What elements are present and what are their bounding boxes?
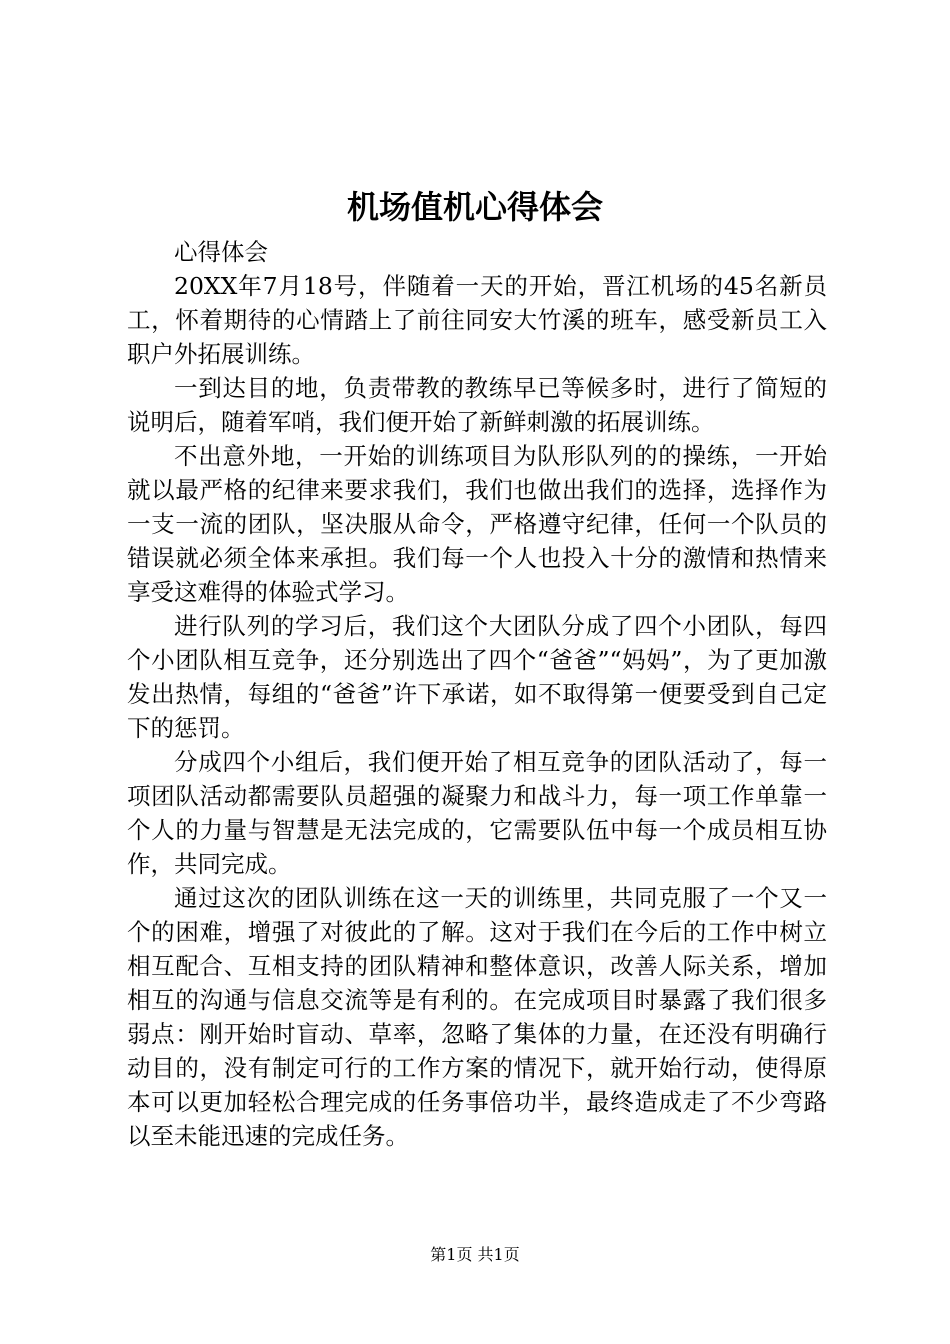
paragraph: 一到达目的地，负责带教的教练早已等候多时，进行了简短的说明后，随着军哨，我们便开始了新鲜刺激的拓展训练。 [127,374,827,436]
paragraph: 分成四个小组后，我们便开始了相互竞争的团队活动了，每一项团队活动都需要队员超强的凝聚力和战斗力，每一项工作单靠一个人的力量与智慧是无法完成的，它需要队伍中每一个成员相互协作，共同完成。 [127,748,827,878]
paragraph: 进行队列的学习后，我们这个大团队分成了四个小团队，每四个小团队相互竞争，还分别选出了四个“爸爸”“妈妈”，为了更加激发出热情，每组的“爸爸”许下承诺，如不取得第一便要受到自己定下的惩罚。 [127,612,827,742]
paragraph: 心得体会 [174,238,268,266]
paragraph: 20XX年7月18号，伴随着一天的开始，晋江机场的45名新员工，怀着期待的心情踏上了前往同安大竹溪的班车，感受新员工入职户外拓展训练。 [127,272,827,368]
page-number-footer: 第1页 共1页 [430,1245,520,1264]
paragraph: 通过这次的团队训练在这一天的训练里，共同克服了一个又一个的困难，增强了对彼此的了解。这对于我们在今后的工作中树立相互配合、互相支持的团队精神和整体意识，改善人际关系，增加相互的沟通与信息交流等是有利的。在完成项目时暴露了我们很多弱点：刚开始时盲动、草率，忽略了集体的力量，在还没有明确行动目的，没有制定可行的工作方案的情况下，就开始行动，使得原本可以更加轻松合理完成的任务事倍功半，最终造成走了不少弯路以至未能迅速的完成任务。 [127,884,827,1150]
document-title: 机场值机心得体会 [346,188,603,226]
document-body [127,235,827,1153]
paragraph: 不出意外地，一开始的训练项目为队形队列的的操练，一开始就以最严格的纪律来要求我们，我们也做出我们的选择，选择作为一支一流的团队，坚决服从命令，严格遵守纪律，任何一个队员的错误就必须全体来承担。我们每一个人也投入十分的激情和热情来享受这难得的体验式学习。 [127,442,827,606]
